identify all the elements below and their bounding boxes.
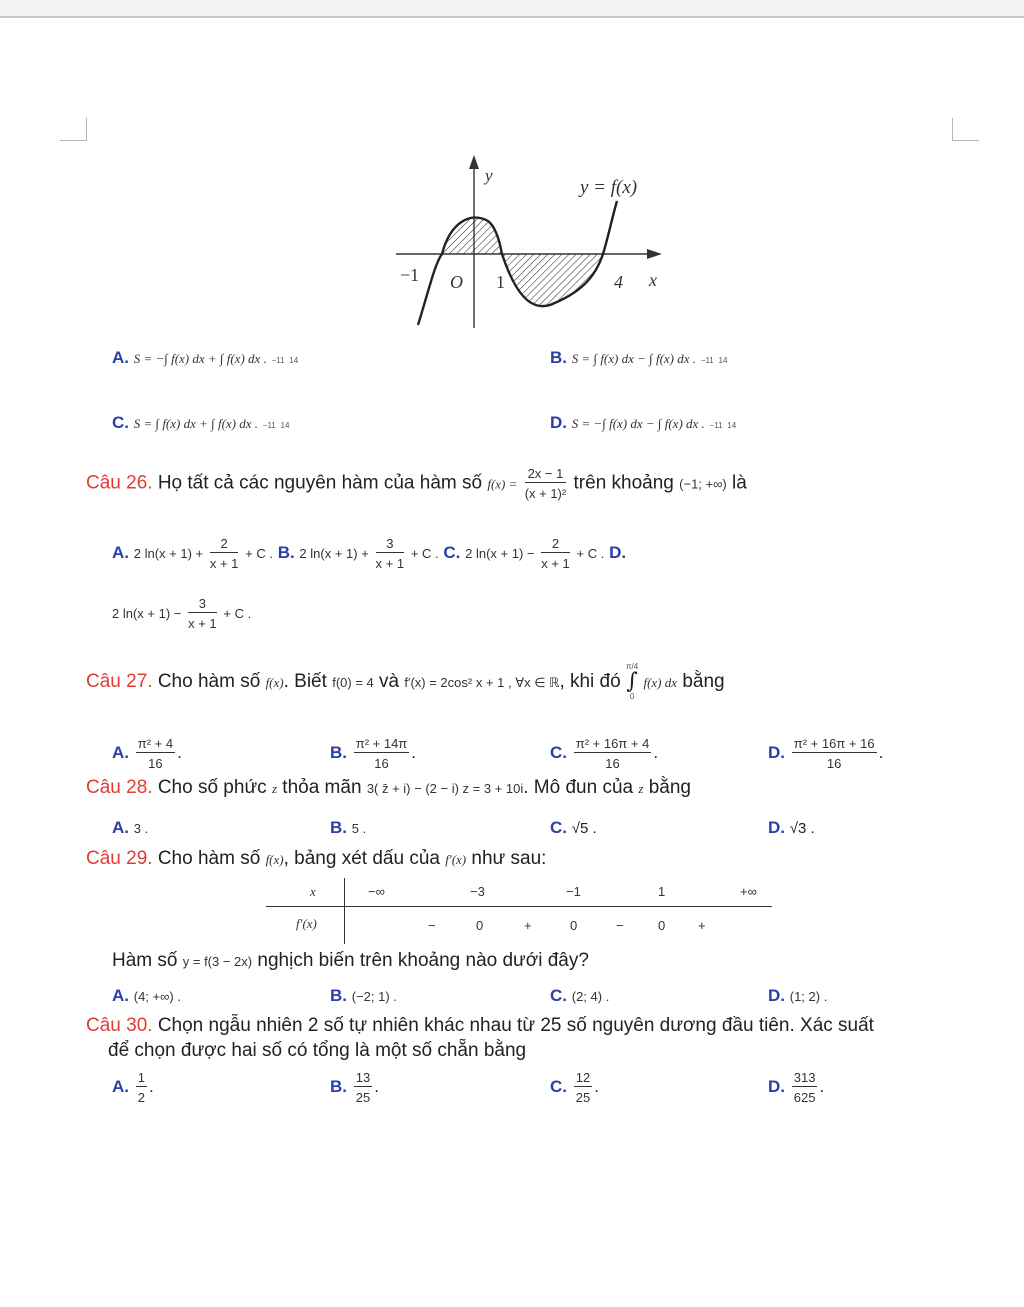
option-formula: S = ∫ f(x) dx − ∫ f(x) dx . <box>571 351 697 366</box>
numerator: π² + 16π + 4 <box>575 736 650 751</box>
question-label: Câu 30. <box>86 1015 153 1036</box>
label-four: 4 <box>614 272 623 292</box>
q29-option-d <box>768 986 827 1006</box>
denominator: 16 <box>374 756 389 771</box>
sign-table <box>266 878 772 944</box>
question-29 <box>86 848 546 870</box>
initial-condition: f(0) = 4 <box>332 675 374 691</box>
sign-cell: 0 <box>570 918 578 933</box>
denominator: x + 1 <box>541 556 570 571</box>
q26-options-row <box>112 536 626 571</box>
option-expr: 2 ln(x + 1) − <box>112 605 182 621</box>
numerator: 12 <box>575 1070 591 1085</box>
option-formula: S = ∫ f(x) dx + ∫ f(x) dx . <box>133 416 259 431</box>
function-expr: f(x) <box>265 852 284 867</box>
option-letter: D. <box>768 986 785 1005</box>
y-axis-arrow <box>469 155 479 169</box>
option-expr: 2 ln(x + 1) + <box>133 545 204 561</box>
upper-limit-1: 1 <box>718 421 723 430</box>
upper-limit: π/4 <box>625 662 639 671</box>
q30-option-d: D. $\frac{313}{625}$ . <box>768 1070 825 1105</box>
sign-cell: − <box>616 918 624 933</box>
q30-option-c: C. $\frac{12}{25}$ . <box>550 1070 599 1105</box>
option-expr: 2 ln(x + 1) − <box>465 545 535 561</box>
numerator: 313 <box>793 1070 816 1085</box>
q27-option-b: B. $\frac{\text{π² + 14π}}{16}$ . <box>330 736 417 771</box>
option-letter: D. <box>768 742 785 762</box>
question-text: Hàm số <box>112 950 178 971</box>
denominator: (x + 1)² <box>524 486 567 501</box>
option-value: (−2; 1) . <box>351 989 397 1004</box>
upper-limit-2: 4 <box>731 421 737 430</box>
option-letter: A. <box>112 1076 129 1096</box>
numerator: π² + 4 <box>137 736 174 751</box>
q28-option-c <box>550 818 597 838</box>
numerator: 3 <box>188 596 217 613</box>
denominator: 16 <box>148 756 163 771</box>
question-text: Chọn ngẫu nhiên 2 số tự nhiên khác nhau từ 25 số nguyên dương đầu tiên. Xác suất <box>157 1015 874 1036</box>
lower-limit-1: −1 <box>271 356 281 365</box>
question-text: và <box>379 671 400 693</box>
x-value: −3 <box>470 884 485 899</box>
derivative-expr: f′(x) <box>445 852 467 867</box>
q30-option-b: B. $\frac{13}{25}$ . <box>330 1070 379 1105</box>
label-minus-one: −1 <box>400 265 420 285</box>
denominator: 25 <box>355 1090 371 1105</box>
option-letter: C. <box>550 742 567 762</box>
q27-option-d: D. $\frac{\text{π² + 16π + 16}}{16}$ . <box>768 736 884 771</box>
integral <box>626 663 638 701</box>
numerator: 2 <box>210 536 239 553</box>
question-text: , khi đó <box>559 671 621 693</box>
q25-option-a <box>112 348 298 368</box>
function-expr: f(x) <box>265 675 284 691</box>
x-value: 1 <box>658 884 666 899</box>
question-text: Cho hàm số <box>157 671 261 693</box>
x-value: +∞ <box>740 884 757 899</box>
question-30 <box>86 1015 874 1037</box>
q29-option-c <box>550 986 609 1006</box>
numerator: 2 <box>541 536 570 553</box>
option-value: (2; 4) . <box>571 989 610 1004</box>
q29-option-b <box>330 986 397 1006</box>
question-label: Câu 29. <box>86 848 153 869</box>
x-value: −1 <box>566 884 581 899</box>
q30-option-a: A. $\frac{1}{2}$ . <box>112 1070 154 1105</box>
margin-mark-left <box>60 118 87 141</box>
lower-limit-1: −1 <box>262 421 272 430</box>
question-text: . Mô đun của <box>523 777 634 798</box>
denominator: 2 <box>137 1090 145 1105</box>
denominator: 16 <box>826 756 842 771</box>
fraction <box>525 466 567 501</box>
option-letter: D. <box>768 818 785 837</box>
question-text: Họ tất cả các nguyên hàm của hàm số <box>157 472 483 494</box>
option-expr: + C . <box>245 545 273 561</box>
label-one: 1 <box>496 272 505 292</box>
question-text: . Biết <box>283 671 327 693</box>
option-value: 5 . <box>351 821 367 836</box>
numerator: π² + 16π + 16 <box>793 736 875 751</box>
function-graph <box>390 143 680 333</box>
q28-option-a <box>112 818 148 838</box>
integrand: f(x) dx <box>643 675 678 691</box>
upper-limit-1: 1 <box>271 421 276 430</box>
option-letter: D. <box>768 1076 785 1096</box>
lower-limit-2: 1 <box>718 356 723 365</box>
q28-option-b <box>330 818 366 838</box>
q27-option-c: C. $\frac{\text{π² + 16π + 4}}{16}$ . <box>550 736 659 771</box>
question-30-line2 <box>108 1040 526 1062</box>
option-letter: A. <box>112 818 129 837</box>
question-29-sub <box>112 950 589 972</box>
question-label: Câu 28. <box>86 777 153 798</box>
option-letter: A. <box>112 348 129 367</box>
sign-table-hline <box>266 906 772 907</box>
denominator: x + 1 <box>209 556 239 571</box>
option-value: √5 . <box>571 820 597 837</box>
question-27 <box>86 663 725 701</box>
option-letter: B. <box>330 1076 347 1096</box>
q25-option-b <box>550 348 727 368</box>
option-letter: A. <box>112 542 129 562</box>
row-label-x: x <box>310 884 316 899</box>
function-expr: f(x) = <box>487 476 518 492</box>
label-y: y <box>485 166 493 185</box>
option-letter: B. <box>330 742 347 762</box>
sign-table-vline <box>344 878 345 944</box>
lower-limit-1: −1 <box>709 421 719 430</box>
upper-limit-1: 1 <box>709 356 714 365</box>
question-28 <box>86 777 691 799</box>
interval: (−1; +∞) <box>679 476 727 492</box>
option-letter: A. <box>112 986 129 1005</box>
sign-cell: + <box>524 918 532 933</box>
question-text: nghịch biến trên khoảng nào dưới đây? <box>257 950 589 971</box>
option-formula: S = −∫ f(x) dx − ∫ f(x) dx . <box>571 416 705 431</box>
numerator: π² + 14π <box>355 736 408 751</box>
x-value: −∞ <box>368 884 385 899</box>
upper-limit-2: 4 <box>293 356 299 365</box>
question-text: để chọn được hai số có tổng là một số chẵn bằng <box>108 1040 527 1061</box>
option-expr: + C . <box>576 545 605 561</box>
numerator: 1 <box>137 1070 145 1085</box>
question-text: bằng <box>648 777 691 798</box>
denominator: x + 1 <box>188 616 217 631</box>
option-letter: C. <box>550 1076 567 1096</box>
variable-z: z <box>271 781 278 796</box>
question-text: , bảng xét dấu của <box>283 848 440 869</box>
q29-option-a <box>112 986 181 1006</box>
denominator: 625 <box>793 1090 816 1105</box>
question-text: Cho số phức <box>157 777 267 798</box>
option-letter: C. <box>550 818 567 837</box>
q27-option-a: A. $\frac{\text{π² + 4}}{16}$ . <box>112 736 182 771</box>
denominator: 16 <box>605 756 620 771</box>
equation: 3( z̄ + i) − (2 − i) z = 3 + 10i <box>366 781 524 796</box>
x-axis-arrow <box>647 249 662 259</box>
option-value: √3 . <box>789 820 815 837</box>
derivative-expr: f′(x) = 2cos² x + 1 , ∀x ∈ ℝ <box>404 675 560 691</box>
option-value: (1; 2) . <box>789 989 828 1004</box>
row-label-fprime: f′(x) <box>296 916 317 931</box>
denominator: x + 1 <box>375 556 405 571</box>
integral-sign: ∫ <box>626 669 638 694</box>
question-26 <box>86 466 747 501</box>
lower-limit-2: 1 <box>280 421 285 430</box>
question-text: như sau: <box>471 848 547 869</box>
label-origin: O <box>450 272 463 292</box>
shaded-region-1 <box>442 218 502 254</box>
upper-limit-2: 4 <box>284 421 290 430</box>
document-page <box>0 18 1024 1307</box>
option-letter: B. <box>330 818 347 837</box>
sign-cell: 0 <box>476 918 484 933</box>
curve-label: y = f(x) <box>580 177 638 198</box>
q25-option-d <box>550 413 736 433</box>
upper-limit-1: 1 <box>280 356 285 365</box>
option-letter: C. <box>550 986 567 1005</box>
lower-limit: 0 <box>629 692 635 701</box>
denominator: 25 <box>575 1090 591 1105</box>
option-value: 3 . <box>133 821 149 836</box>
question-text: thỏa mãn <box>282 777 362 798</box>
option-formula: S = −∫ f(x) dx + ∫ f(x) dx . <box>133 351 267 366</box>
option-letter: D. <box>609 542 627 562</box>
variable-z: z <box>638 781 644 796</box>
question-label: Câu 26. <box>86 472 153 494</box>
upper-limit-2: 4 <box>722 356 728 365</box>
option-letter: C. <box>112 413 129 432</box>
q26-option-d-expr <box>112 596 251 631</box>
option-value: (4; +∞) . <box>133 989 181 1004</box>
numerator: 13 <box>355 1070 371 1085</box>
sign-cell: 0 <box>658 918 666 933</box>
option-letter: B. <box>330 986 347 1005</box>
margin-mark-right <box>952 118 979 141</box>
question-text: Cho hàm số <box>157 848 261 869</box>
option-expr: + C . <box>223 605 252 621</box>
function-expr: y = f(3 − 2x) <box>182 954 253 969</box>
question-text: là <box>732 472 747 494</box>
numerator: 3 <box>376 536 405 553</box>
lower-limit-2: 1 <box>727 421 732 430</box>
lower-limit-2: 1 <box>289 356 294 365</box>
option-letter: B. <box>277 542 295 562</box>
option-letter: A. <box>112 742 129 762</box>
question-label: Câu 27. <box>86 671 153 693</box>
q25-option-c <box>112 413 289 433</box>
question-text: trên khoảng <box>573 472 674 494</box>
numerator: 2x − 1 <box>525 466 567 483</box>
option-letter: D. <box>550 413 567 432</box>
option-expr: 2 ln(x + 1) + <box>299 545 369 561</box>
option-letter: B. <box>550 348 567 367</box>
lower-limit-1: −1 <box>700 356 710 365</box>
label-x: x <box>649 270 657 290</box>
sign-cell: − <box>428 918 436 933</box>
option-letter: C. <box>443 542 461 562</box>
question-text: bằng <box>682 671 725 693</box>
q28-option-d <box>768 818 815 838</box>
sign-cell: + <box>698 918 706 933</box>
option-expr: + C . <box>410 545 439 561</box>
